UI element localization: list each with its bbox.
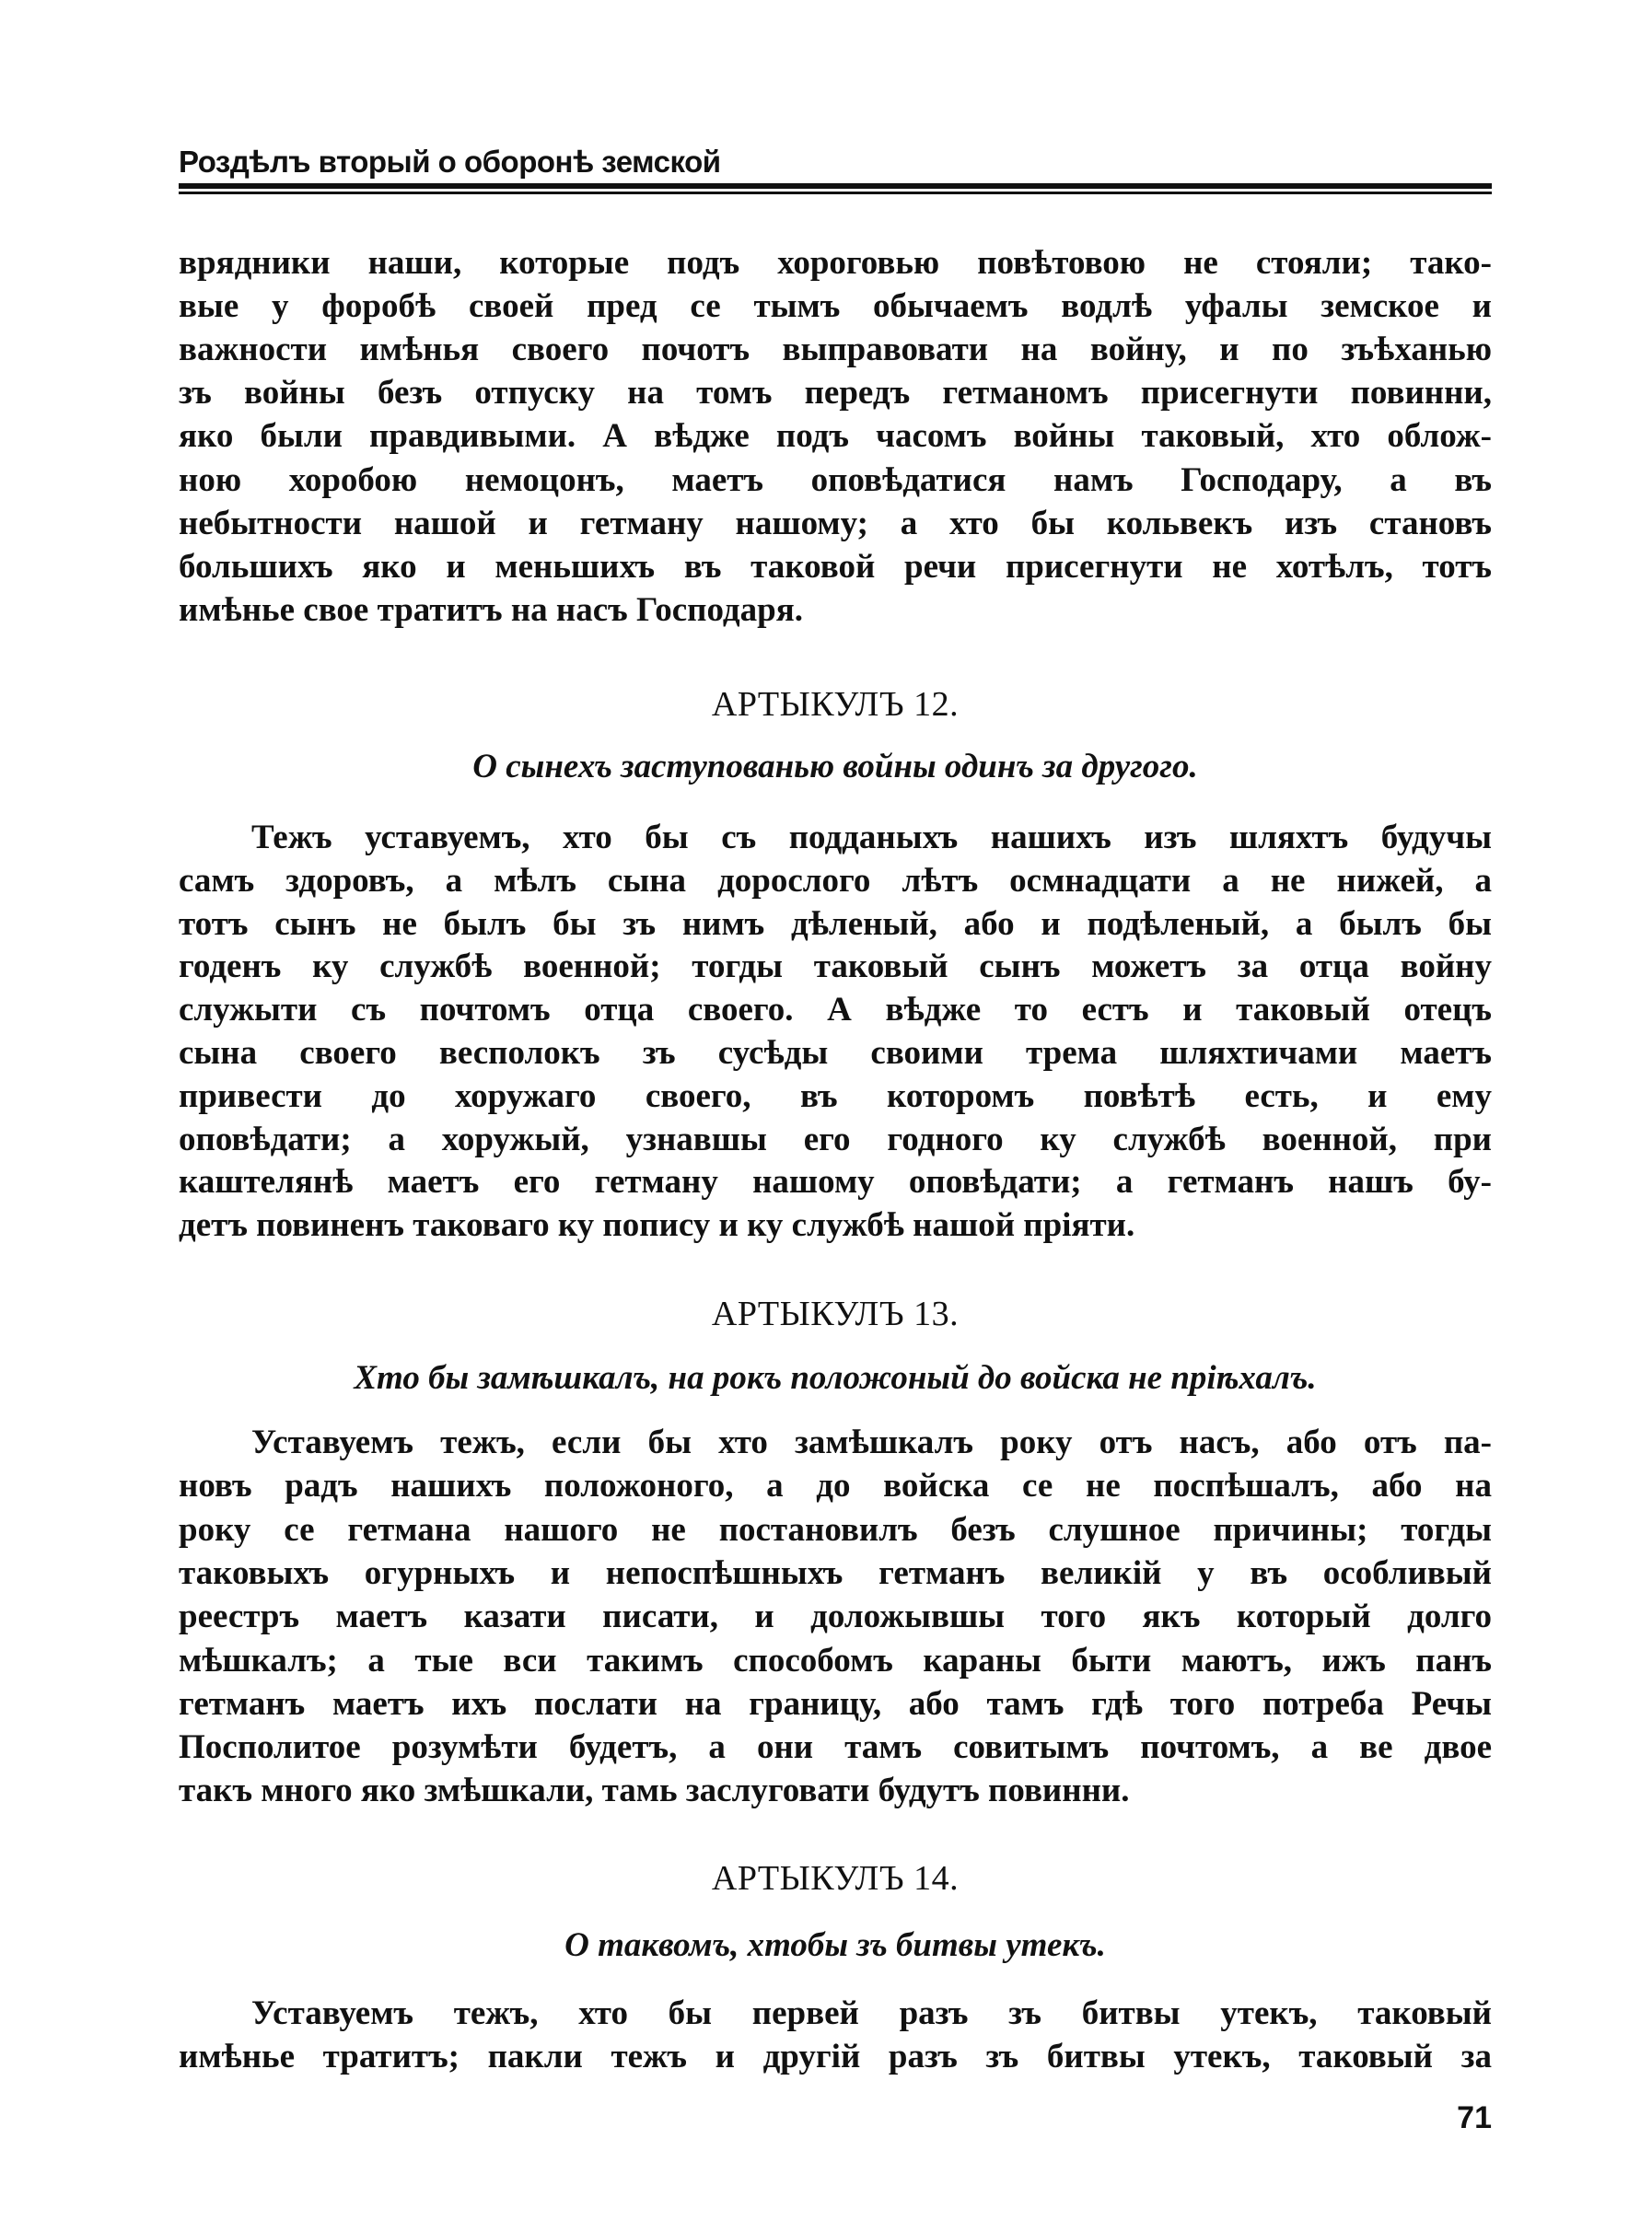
text-line: каштелянѣ маетъ его гетману нашому оповѣдати; а гетманъ нашъ бу- [179, 1163, 1492, 1202]
text-line: Уставуемъ тежъ, хто бы первей разъ зъ битвы утекъ, таковый [251, 1994, 1492, 2032]
text-line: новъ радъ нашихъ положоного, а до войска се не поспѣшалъ, або на [179, 1467, 1492, 1505]
text-line: Посполитое розумѣти будетъ, а они тамъ совитымъ почтомъ, а ве двое [179, 1728, 1492, 1767]
text-line: Уставуемъ тежъ, если бы хто замѣшкалъ року отъ насъ, або отъ па- [251, 1424, 1492, 1461]
text-line: сына своего весполокъ зъ сусѣды своими трема шляхтичами маетъ [179, 1034, 1492, 1072]
text-line: мѣшкалъ; а тые вси такимъ способомъ караны быти маютъ, ижъ панъ [179, 1641, 1492, 1680]
text-line: небытности нашой и гетману нашому; а хто бы кольвекъ изъ становъ [179, 504, 1492, 542]
text-line: Тежъ уставуемъ, хто бы съ подданыхъ нашихъ изъ шляхтъ будучы [251, 819, 1492, 856]
text-line: важности имѣнья своего почотъ выправовати на войну, и по зъѣханью [179, 331, 1492, 369]
text-line: детъ повиненъ таковаго ку попису и ку службѣ нашой пріяти. [179, 1206, 1135, 1245]
text-line: реестръ маетъ казати писати, и доложывшы того якъ который долго [179, 1598, 1492, 1636]
page-number: 71 [1457, 2100, 1492, 2135]
article-subtitle: О сынехъ заступованью войны одинъ за другого. [472, 748, 1198, 785]
text-line: годенъ ку службѣ военной; тогды таковый сынъ можетъ за отца войну [179, 947, 1492, 986]
text-line: таковыхъ огурныхъ и непоспѣшныхъ гетманъ великій у въ особливый [179, 1553, 1492, 1592]
text-line: оповѣдати; а хоружый, узнавшы его годного ку службѣ военной, при [179, 1120, 1492, 1158]
text-line: яко были правдивыми. А вѣдже подъ часомъ войны таковый, хто облож- [179, 417, 1492, 456]
article-heading: АРТЫКУЛЪ 12. [711, 685, 960, 724]
article-subtitle: О таквомъ, хтобы зъ битвы утекъ. [564, 1926, 1106, 1964]
text-line: врядники наши, которые подъ хороговью повѣтовою не стояли; тако- [179, 244, 1492, 282]
article-subtitle: Хто бы замѣшкалъ, на рокъ положоный до войска не пріѣхалъ. [354, 1359, 1317, 1397]
text-line: имѣнье свое тратитъ на насъ Господаря. [179, 590, 803, 629]
text-line: гетманъ маетъ ихъ послати на границу, або тамъ гдѣ того потреба Речы [179, 1684, 1492, 1723]
running-head: Роздѣлъ вторый о оборонѣ земской [179, 145, 721, 179]
header-rule-thin [179, 192, 1492, 194]
text-line: тотъ сынъ не былъ бы зъ нимъ дѣленый, або и подѣленый, а былъ бы [179, 904, 1492, 943]
text-line: имѣнье тратитъ; пакли тежъ и другій разъ зъ битвы утекъ, таковый за [179, 2037, 1492, 2075]
text-line: большихъ яко и меньшихъ въ таковой речи присегнути не хотѣлъ, тотъ [179, 547, 1492, 586]
text-line: ною хоробою немоцонъ, маетъ оповѣдатися намъ Господару, а въ [179, 460, 1492, 499]
text-line: року се гетмана нашого не постановилъ безъ слушное причины; тогды [179, 1510, 1492, 1549]
header-rule-thick [179, 183, 1492, 189]
article-heading: АРТЫКУЛЪ 14. [711, 1859, 960, 1898]
text-line: самъ здоровъ, а мѣлъ сына дорослого лѣтъ осмнадцати а не нижей, а [179, 861, 1492, 900]
text-line: привести до хоружаго своего, въ которомъ повѣтѣ есть, и ему [179, 1076, 1492, 1115]
text-line: зъ войны безъ отпуску на томъ передъ гетманомъ присегнути повинни, [179, 374, 1492, 413]
text-line: такъ много яко змѣшкали, тамь заслуговати будутъ повинни. [179, 1772, 1130, 1810]
article-heading: АРТЫКУЛЪ 13. [711, 1295, 960, 1333]
text-line: вые у форобѣ своей пред се тымъ обычаемъ водлѣ уфалы земское и [179, 287, 1492, 326]
text-line: служыти съ почтомъ отца своего. А вѣдже то естъ и таковый отецъ [179, 991, 1492, 1029]
